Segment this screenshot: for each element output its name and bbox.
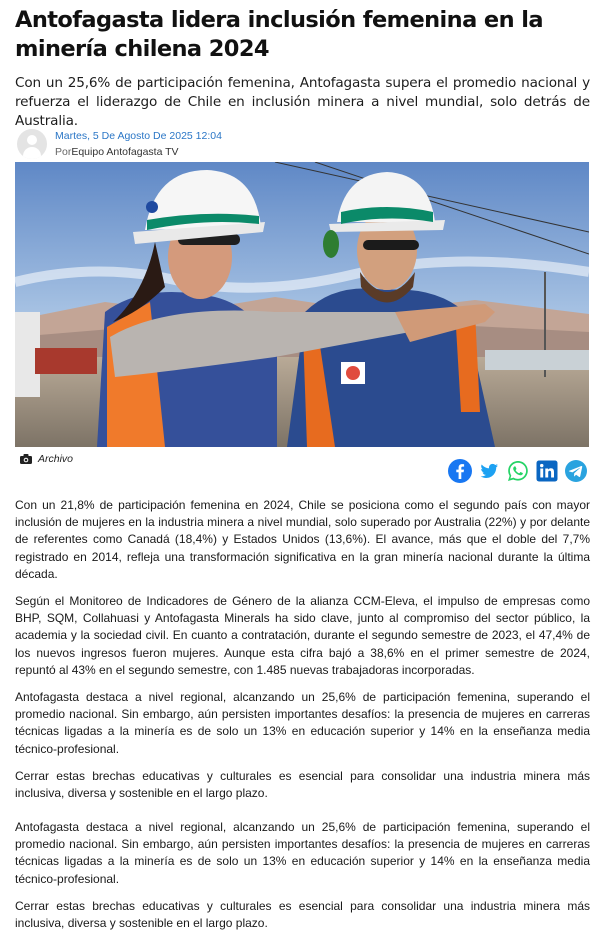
telegram-icon[interactable] xyxy=(564,459,588,483)
article-paragraph: Cerrar estas brechas educativas y culturales es esencial para consolidar una industria minera más inclusiva, diversa y sostenible en el largo plazo. xyxy=(15,768,590,801)
linkedin-icon[interactable] xyxy=(535,459,559,483)
publish-date: Martes, 5 De Agosto De 2025 12:04 xyxy=(55,130,222,142)
author-name[interactable]: Equipo Antofagasta TV xyxy=(71,146,179,158)
camera-icon xyxy=(20,454,32,464)
author-avatar xyxy=(17,129,47,159)
facebook-icon[interactable] xyxy=(448,459,472,483)
article-body-repeat xyxy=(15,819,590,942)
author-line xyxy=(55,146,222,158)
article-photo xyxy=(15,162,589,447)
share-bar xyxy=(448,459,588,483)
article-headline: Antofagasta lidera inclusión femenina en la minería chilena 2024 xyxy=(15,7,543,62)
author-prefix: Por xyxy=(55,146,72,158)
article-paragraph: Según el Monitoreo de Indicadores de Género de la alianza CCM-Eleva, el impulso de empresas como BHP, SQM, Collahuasi y Antofagasta Minerals ha sido clave, junto al compromiso del sector público, la academia y la sociedad civil. En cuanto a contratación, durante el segundo semestre de 2023, el 47,4% de los nuevos ingresos fueron mujeres. Aunque esta cifra bajó a 38,6% en el primer semestre de 2024, repuntó al 43% en el segundo semestre, con 1.485 nuevas trabajadoras incorporadas. xyxy=(15,594,590,677)
photo-caption-text: Archivo xyxy=(38,453,74,465)
byline xyxy=(17,127,222,161)
article-paragraph: Cerrar estas brechas educativas y culturales es esencial para consolidar una industria minera más inclusiva, diversa y sostenible en el largo plazo. xyxy=(15,898,590,931)
article-subheadline: Con un 25,6% de participación femenina, Antofagasta supera el promedio nacional y refuerza el liderazgo de Chile en inclusión minera a nivel mundial, solo detrás de Australia. xyxy=(15,75,590,129)
photo-caption xyxy=(20,453,73,465)
twitter-icon[interactable] xyxy=(477,459,501,483)
article-paragraph: Con un 21,8% de participación femenina en 2024, Chile se posiciona como el segundo país con mayor inclusión de mujeres en la industria minera a nivel mundial, solo superado por Australia (22%) y por delante de referentes como Canadá (18,4%) y Estados Unidos (13,6%). El avance, más que el doble del 7,7% registrado en 2014, refleja una transformación significativa en la gran minería nacional durante la última década. xyxy=(15,498,590,581)
article-paragraph: Antofagasta destaca a nivel regional, alcanzando un 25,6% de participación femenina, superando el promedio nacional. Sin embargo, aún persisten importantes desafíos: la presencia de mujeres en carreras técnicas ligadas a la minería es de solo un 13% en educación superior y 14% en la enseñanza media técnico-profesional. xyxy=(15,820,590,886)
whatsapp-icon[interactable] xyxy=(506,459,530,483)
article-body xyxy=(15,497,590,812)
article-paragraph: Antofagasta destaca a nivel regional, alcanzando un 25,6% de participación femenina, superando el promedio nacional. Sin embargo, aún persisten importantes desafíos: la presencia de mujeres en carreras técnicas ligadas a la minería es de solo un 13% en educación superior y 14% en la enseñanza media técnico-profesional. xyxy=(15,690,590,756)
